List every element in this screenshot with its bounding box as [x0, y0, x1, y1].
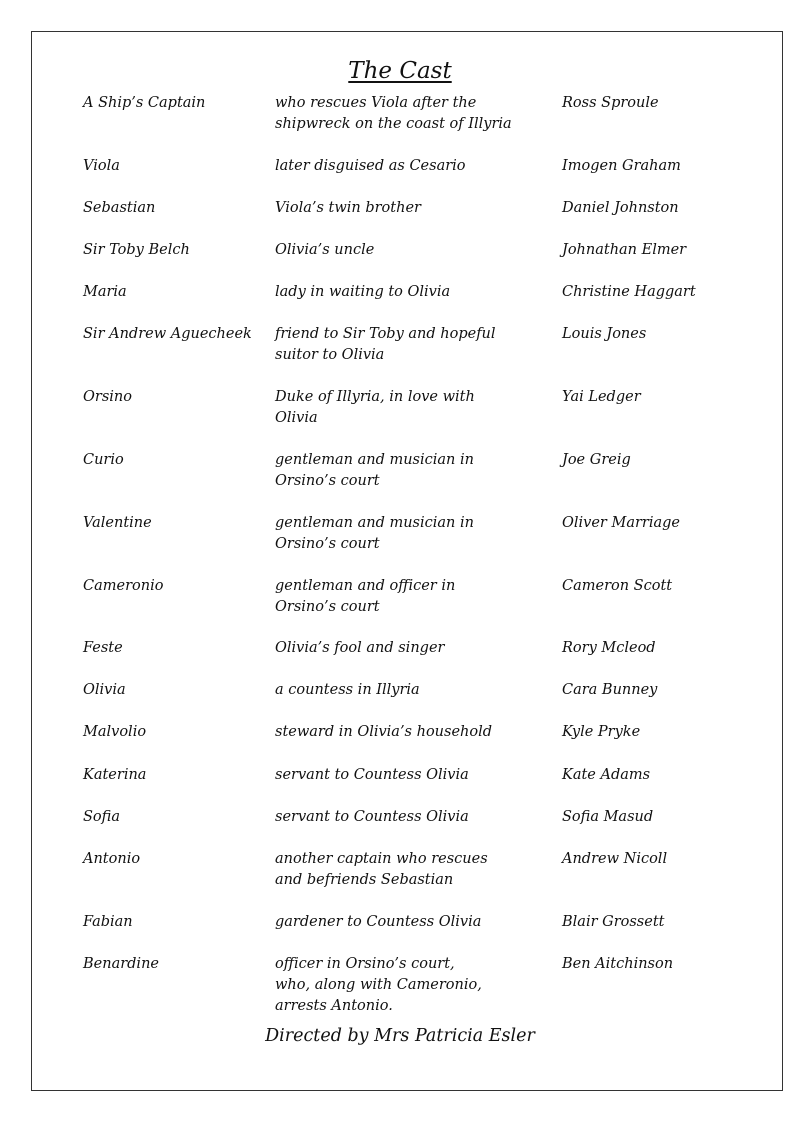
character-name: Curio [83, 452, 124, 468]
actor-name: Kate Adams [562, 767, 651, 783]
description-line: gentleman and musician in [275, 452, 474, 468]
description-line: and befriends Sebastian [275, 872, 454, 888]
description-line: steward in Olivia’s household [275, 724, 493, 740]
description-line: Duke of Illyria, in love with [275, 389, 475, 405]
character-description [275, 282, 545, 303]
character-description [275, 513, 545, 555]
character-name: Orsino [83, 389, 132, 405]
description-line: shipwreck on the coast of Illyria [275, 116, 512, 132]
character-description [275, 93, 545, 135]
character-name: Sir Andrew Aguecheek [83, 326, 252, 342]
description-line: who, along with Cameronio, [275, 977, 482, 993]
description-line: gardener to Countess Olivia [275, 914, 482, 930]
actor-name: Ben Aitchinson [562, 956, 674, 972]
character-name: Olivia [83, 682, 126, 698]
actor-name: Christine Haggart [562, 284, 696, 300]
description-line: another captain who rescues [275, 851, 488, 867]
description-line: arrests Antonio. [275, 998, 393, 1014]
character-description [275, 680, 545, 701]
character-name: Cameronio [83, 578, 164, 594]
character-description [275, 450, 545, 492]
character-description [275, 576, 545, 618]
character-name: A Ship’s Captain [83, 95, 206, 111]
description-line: officer in Orsino’s court, [275, 956, 455, 972]
description-line: who rescues Viola after the [275, 95, 477, 111]
actor-name: Ross Sproule [562, 95, 659, 111]
description-line: gentleman and officer in [275, 578, 456, 594]
description-line: Orsino’s court [275, 473, 380, 489]
director-credit: Directed by Mrs Patricia Esler [265, 1026, 535, 1046]
actor-name: Johnathan Elmer [562, 242, 687, 258]
character-name: Feste [83, 640, 123, 656]
page-title: The Cast [348, 58, 452, 84]
character-description [275, 638, 545, 659]
character-name: Sir Toby Belch [83, 242, 190, 258]
character-description [275, 156, 545, 177]
description-line: Olivia’s uncle [275, 242, 375, 258]
description-line: servant to Countess Olivia [275, 809, 469, 825]
description-line: Orsino’s court [275, 599, 380, 615]
actor-name: Imogen Graham [562, 158, 681, 174]
character-name: Valentine [83, 515, 152, 531]
character-name: Katerina [83, 767, 147, 783]
actor-name: Daniel Johnston [562, 200, 679, 216]
description-line: gentleman and musician in [275, 515, 474, 531]
actor-name: Cara Bunney [562, 682, 658, 698]
description-line: lady in waiting to Olivia [275, 284, 451, 300]
actor-name: Blair Grossett [562, 914, 665, 930]
actor-name: Kyle Pryke [562, 724, 641, 740]
character-name: Antonio [83, 851, 141, 867]
character-description [275, 198, 545, 219]
character-name: Sofia [83, 809, 120, 825]
actor-name: Joe Greig [562, 452, 631, 468]
actor-name: Louis Jones [562, 326, 647, 342]
description-line: Olivia’s fool and singer [275, 640, 445, 656]
character-name: Viola [83, 158, 120, 174]
character-description [275, 324, 545, 366]
character-description [275, 807, 545, 828]
description-line: Orsino’s court [275, 536, 380, 552]
character-description [275, 849, 545, 891]
actor-name: Andrew Nicoll [562, 851, 668, 867]
description-line: friend to Sir Toby and hopeful [275, 326, 496, 342]
character-description [275, 765, 545, 786]
actor-name: Cameron Scott [562, 578, 673, 594]
description-line: a countess in Illyria [275, 682, 420, 698]
description-line: servant to Countess Olivia [275, 767, 469, 783]
actor-name: Oliver Marriage [562, 515, 680, 531]
description-line: suitor to Olivia [275, 347, 385, 363]
character-name: Fabian [83, 914, 133, 930]
character-description [275, 954, 545, 1017]
character-description [275, 240, 545, 261]
character-description [275, 722, 545, 743]
character-name: Benardine [83, 956, 159, 972]
actor-name: Rory Mcleod [562, 640, 656, 656]
character-description [275, 912, 545, 933]
actor-name: Yai Ledger [562, 389, 641, 405]
description-line: Viola’s twin brother [275, 200, 421, 216]
character-name: Malvolio [83, 724, 147, 740]
character-name: Sebastian [83, 200, 156, 216]
description-line: later disguised as Cesario [275, 158, 466, 174]
description-line: Olivia [275, 410, 318, 426]
character-description [275, 387, 545, 429]
actor-name: Sofia Masud [562, 809, 654, 825]
character-name: Maria [83, 284, 127, 300]
